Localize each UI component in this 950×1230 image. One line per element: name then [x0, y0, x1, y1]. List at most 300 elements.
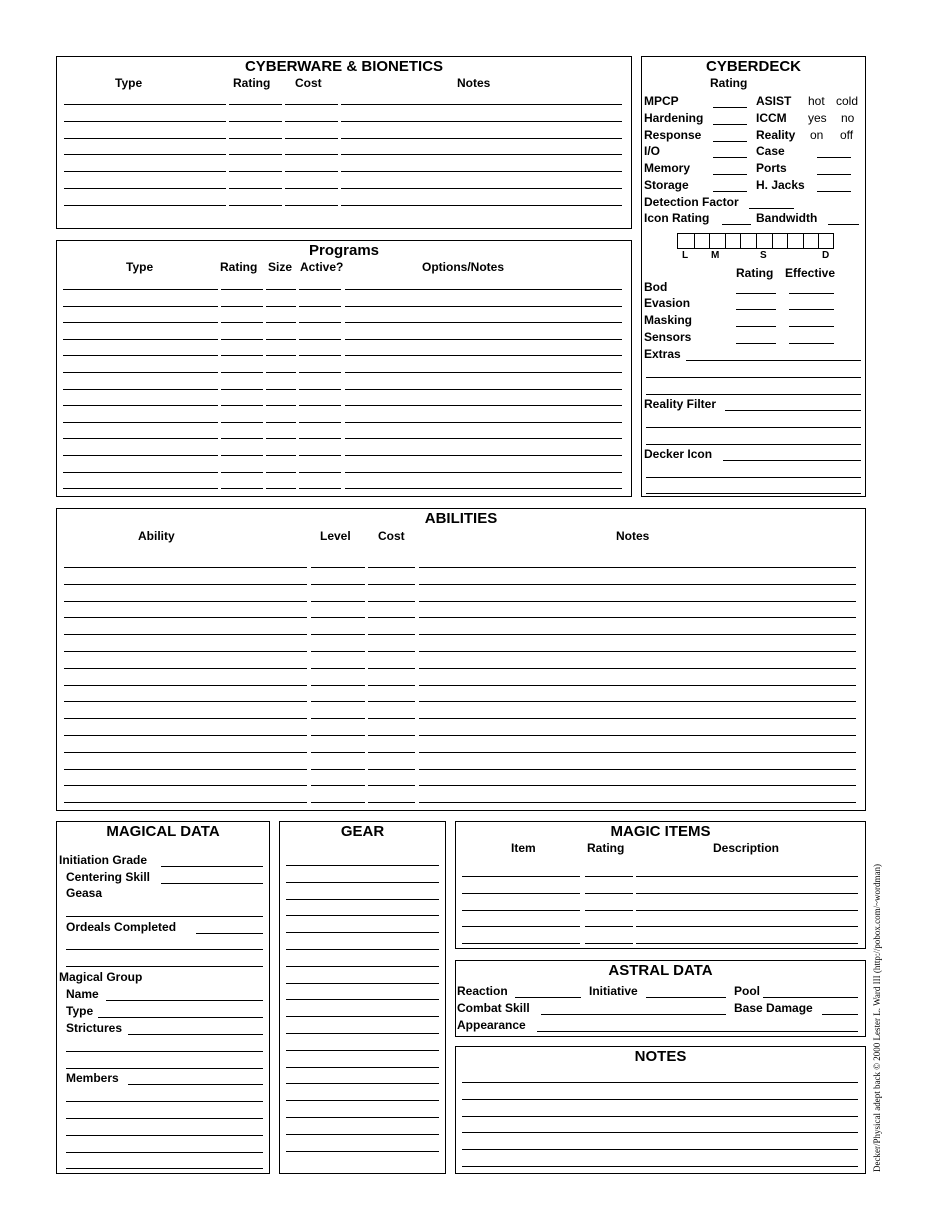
cyberware-row-line[interactable] — [229, 104, 282, 105]
program-row-line[interactable] — [345, 438, 622, 439]
astral-combat-skill-label: Combat Skill — [457, 1001, 530, 1015]
cyberware-row-line[interactable] — [285, 154, 338, 155]
gear-row-line[interactable] — [286, 932, 439, 933]
ability-row-line[interactable] — [311, 802, 365, 803]
program-row-line[interactable] — [221, 422, 263, 423]
deck-ports-field[interactable] — [817, 174, 851, 175]
programs-rating-header: Rating — [220, 260, 258, 274]
strictures-line[interactable] — [66, 1068, 263, 1069]
ability-row-line[interactable] — [419, 685, 856, 686]
deck-io-label: I/O — [644, 144, 661, 158]
program-row-line[interactable] — [221, 339, 263, 340]
program-row-line[interactable] — [266, 472, 296, 473]
deck-extras-label: Extras — [644, 347, 681, 361]
cyberware-row-line[interactable] — [64, 138, 226, 139]
ability-row-line[interactable] — [368, 752, 415, 753]
ability-row-line[interactable] — [368, 601, 415, 602]
ability-row-line[interactable] — [368, 718, 415, 719]
geasa-line[interactable] — [66, 916, 263, 917]
ability-row-line[interactable] — [64, 785, 307, 786]
program-row-line[interactable] — [299, 372, 341, 373]
magic-item-row-line[interactable] — [585, 893, 633, 894]
program-row-line[interactable] — [299, 472, 341, 473]
gear-row-line[interactable] — [286, 899, 439, 900]
program-row-line[interactable] — [63, 405, 218, 406]
cyberware-notes-header: Notes — [457, 76, 491, 90]
program-row-line[interactable] — [299, 389, 341, 390]
cyberware-row-line[interactable] — [341, 104, 622, 105]
program-row-line[interactable] — [63, 488, 218, 489]
ability-row-line[interactable] — [311, 634, 365, 635]
program-row-line[interactable] — [221, 322, 263, 323]
deck-response-field[interactable] — [713, 141, 747, 142]
ability-row-line[interactable] — [64, 718, 307, 719]
program-row-line[interactable] — [266, 372, 296, 373]
program-row-line[interactable] — [345, 488, 622, 489]
cyberware-row-line[interactable] — [64, 121, 226, 122]
gear-row-line[interactable] — [286, 1117, 439, 1118]
persona-masking-effective[interactable] — [789, 326, 834, 327]
persona-masking-rating[interactable] — [736, 326, 776, 327]
magic-item-row-line[interactable] — [636, 926, 858, 927]
strictures-line[interactable] — [66, 1051, 263, 1052]
magic-item-row-line[interactable] — [462, 910, 580, 911]
ability-row-line[interactable] — [368, 685, 415, 686]
magic-item-row-line[interactable] — [636, 943, 858, 944]
gear-row-line[interactable] — [286, 1016, 439, 1017]
deck-iccm-no-option[interactable]: no — [841, 111, 855, 125]
astral-pool-field[interactable] — [763, 997, 858, 998]
deck-reality-on-option[interactable]: on — [810, 128, 824, 142]
ability-row-line[interactable] — [64, 634, 307, 635]
notes-row-line[interactable] — [462, 1166, 858, 1167]
deck-reality-filter-field[interactable] — [725, 410, 861, 411]
ability-row-line[interactable] — [311, 668, 365, 669]
ability-row-line[interactable] — [419, 651, 856, 652]
program-row-line[interactable] — [63, 339, 218, 340]
deck-iccm-yes-option[interactable]: yes — [808, 111, 827, 125]
geasa-label: Geasa — [66, 886, 103, 900]
program-row-line[interactable] — [299, 488, 341, 489]
group-name-field[interactable] — [106, 1000, 263, 1001]
program-row-line[interactable] — [63, 322, 218, 323]
notes-section — [455, 1046, 866, 1174]
cyberware-row-line[interactable] — [64, 188, 226, 189]
strictures-label: Strictures — [66, 1021, 123, 1035]
track-label-s: S — [760, 250, 767, 261]
notes-title: NOTES — [634, 1048, 687, 1065]
ability-row-line[interactable] — [419, 601, 856, 602]
magic-items-rating-header: Rating — [587, 841, 625, 855]
persona-sensors-rating[interactable] — [736, 343, 776, 344]
program-row-line[interactable] — [266, 355, 296, 356]
centering-skill-label: Centering Skill — [66, 870, 151, 884]
ability-row-line[interactable] — [311, 601, 365, 602]
persona-sensors-effective[interactable] — [789, 343, 834, 344]
deck-decker-icon-line[interactable] — [646, 493, 861, 494]
deck-hjacks-field[interactable] — [817, 191, 851, 192]
members-line[interactable] — [66, 1168, 263, 1169]
ability-row-line[interactable] — [64, 802, 307, 803]
persona-evasion-effective[interactable] — [789, 309, 834, 310]
cyberware-row-line[interactable] — [64, 205, 226, 206]
program-row-line[interactable] — [299, 438, 341, 439]
program-row-line[interactable] — [299, 355, 341, 356]
deck-ports-label: Ports — [756, 161, 787, 175]
ability-row-line[interactable] — [419, 584, 856, 585]
astral-data-section — [455, 960, 866, 1037]
ability-row-line[interactable] — [64, 584, 307, 585]
ability-row-line[interactable] — [311, 718, 365, 719]
ability-row-line[interactable] — [368, 668, 415, 669]
program-row-line[interactable] — [221, 372, 263, 373]
ability-row-line[interactable] — [64, 685, 307, 686]
notes-row-line[interactable] — [462, 1099, 858, 1100]
cyberware-row-line[interactable] — [285, 188, 338, 189]
cyberware-row-line[interactable] — [341, 188, 622, 189]
program-row-line[interactable] — [221, 405, 263, 406]
magic-items-item-header: Item — [511, 841, 536, 855]
persona-effective-header: Effective — [785, 266, 836, 280]
ability-row-line[interactable] — [419, 785, 856, 786]
condition-box-divider — [787, 234, 788, 248]
magic-items-description-header: Description — [713, 841, 780, 855]
programs-type-header: Type — [126, 260, 154, 274]
magic-item-row-line[interactable] — [462, 943, 580, 944]
ability-row-line[interactable] — [368, 701, 415, 702]
ability-row-line[interactable] — [368, 634, 415, 635]
deck-memory-field[interactable] — [713, 174, 747, 175]
cyberware-row-line[interactable] — [229, 188, 282, 189]
deck-extras-line[interactable] — [646, 394, 861, 395]
program-row-line[interactable] — [63, 306, 218, 307]
astral-appearance-field[interactable] — [537, 1031, 858, 1032]
program-row-line[interactable] — [299, 322, 341, 323]
condition-box-divider — [709, 234, 710, 248]
gear-row-line[interactable] — [286, 882, 439, 883]
deck-asist-hot-option[interactable]: hot — [808, 94, 825, 108]
magic-item-row-line[interactable] — [462, 926, 580, 927]
program-row-line[interactable] — [63, 455, 218, 456]
deck-reality-filter-line[interactable] — [646, 427, 861, 428]
deck-case-field[interactable] — [817, 157, 851, 158]
strictures-field[interactable] — [128, 1034, 263, 1035]
magic-item-row-line[interactable] — [636, 876, 858, 877]
cyberware-row-line[interactable] — [341, 138, 622, 139]
deck-decker-icon-field[interactable] — [723, 460, 861, 461]
ability-row-line[interactable] — [64, 567, 307, 568]
abilities-ability-header: Ability — [138, 529, 175, 543]
deck-asist-cold-option[interactable]: cold — [836, 94, 859, 108]
ability-row-line[interactable] — [368, 785, 415, 786]
deck-asist-label: ASIST — [756, 94, 792, 108]
abilities-notes-header: Notes — [616, 529, 650, 543]
program-row-line[interactable] — [63, 372, 218, 373]
program-row-line[interactable] — [63, 422, 218, 423]
program-row-line[interactable] — [63, 472, 218, 473]
abilities-title: ABILITIES — [424, 510, 498, 527]
ability-row-line[interactable] — [419, 752, 856, 753]
deck-decker-icon-line[interactable] — [646, 477, 861, 478]
members-line[interactable] — [66, 1135, 263, 1136]
deck-mpcp-label: MPCP — [644, 94, 679, 108]
ability-row-line[interactable] — [64, 668, 307, 669]
cyberware-row-line[interactable] — [229, 154, 282, 155]
ability-row-line[interactable] — [419, 718, 856, 719]
members-line[interactable] — [66, 1101, 263, 1102]
cyberware-row-line[interactable] — [64, 154, 226, 155]
condition-box-divider — [694, 234, 695, 248]
track-label-d: D — [822, 250, 830, 261]
magic-items-title: MAGIC ITEMS — [610, 823, 711, 840]
deck-reality-label: Reality — [756, 128, 796, 142]
magic-item-row-line[interactable] — [636, 893, 858, 894]
program-row-line[interactable] — [345, 422, 622, 423]
program-row-line[interactable] — [63, 355, 218, 356]
magic-item-row-line[interactable] — [462, 876, 580, 877]
ability-row-line[interactable] — [311, 651, 365, 652]
ability-row-line[interactable] — [64, 735, 307, 736]
deck-storage-label: Storage — [644, 178, 689, 192]
notes-row-line[interactable] — [462, 1149, 858, 1150]
ordeals-line[interactable] — [66, 966, 263, 967]
group-type-field[interactable] — [98, 1017, 263, 1018]
program-row-line[interactable] — [266, 306, 296, 307]
condition-box-divider — [740, 234, 741, 248]
ability-row-line[interactable] — [311, 752, 365, 753]
deck-icon-rating-label: Icon Rating — [644, 211, 710, 225]
gear-row-line[interactable] — [286, 1067, 439, 1068]
magic-item-row-line[interactable] — [585, 926, 633, 927]
astral-initiative-field[interactable] — [646, 997, 726, 998]
magic-item-row-line[interactable] — [462, 893, 580, 894]
cyberware-row-line[interactable] — [285, 205, 338, 206]
deck-decker-icon-label: Decker Icon — [644, 447, 713, 461]
program-row-line[interactable] — [299, 339, 341, 340]
program-row-line[interactable] — [221, 488, 263, 489]
magic-item-row-line[interactable] — [585, 943, 633, 944]
cyberware-row-line[interactable] — [285, 121, 338, 122]
program-row-line[interactable] — [266, 339, 296, 340]
cyberware-title: CYBERWARE & BIONETICS — [244, 58, 444, 75]
program-row-line[interactable] — [345, 306, 622, 307]
deck-storage-field[interactable] — [713, 191, 747, 192]
program-row-line[interactable] — [221, 355, 263, 356]
program-row-line[interactable] — [266, 289, 296, 290]
cyberware-row-line[interactable] — [341, 171, 622, 172]
gear-row-line[interactable] — [286, 1033, 439, 1034]
cyberware-row-line[interactable] — [64, 171, 226, 172]
deck-bandwidth-field[interactable] — [828, 224, 859, 225]
notes-row-line[interactable] — [462, 1132, 858, 1133]
gear-row-line[interactable] — [286, 1100, 439, 1101]
cyberware-row-line[interactable] — [285, 104, 338, 105]
magic-items-section — [455, 821, 866, 949]
magic-item-row-line[interactable] — [585, 910, 633, 911]
deck-icon-rating-field[interactable] — [722, 224, 751, 225]
gear-row-line[interactable] — [286, 999, 439, 1000]
program-row-line[interactable] — [221, 306, 263, 307]
ability-row-line[interactable] — [64, 701, 307, 702]
ability-row-line[interactable] — [311, 735, 365, 736]
program-row-line[interactable] — [345, 405, 622, 406]
astral-combat-skill-field[interactable] — [541, 1014, 726, 1015]
ability-row-line[interactable] — [368, 769, 415, 770]
program-row-line[interactable] — [63, 389, 218, 390]
deck-extras-line[interactable] — [646, 377, 861, 378]
program-row-line[interactable] — [345, 322, 622, 323]
astral-data-title: ASTRAL DATA — [608, 962, 713, 979]
notes-row-line[interactable] — [462, 1082, 858, 1083]
program-row-line[interactable] — [221, 438, 263, 439]
ability-row-line[interactable] — [368, 802, 415, 803]
program-row-line[interactable] — [345, 355, 622, 356]
ability-row-line[interactable] — [419, 735, 856, 736]
ordeals-line[interactable] — [66, 949, 263, 950]
notes-row-line[interactable] — [462, 1116, 858, 1117]
program-row-line[interactable] — [266, 488, 296, 489]
ability-row-line[interactable] — [368, 567, 415, 568]
gear-row-line[interactable] — [286, 1151, 439, 1152]
gear-row-line[interactable] — [286, 966, 439, 967]
ability-row-line[interactable] — [419, 769, 856, 770]
members-line[interactable] — [66, 1152, 263, 1153]
gear-row-line[interactable] — [286, 1134, 439, 1135]
cyberware-row-line[interactable] — [341, 154, 622, 155]
program-row-line[interactable] — [299, 306, 341, 307]
persona-masking-label: Masking — [644, 313, 693, 327]
program-row-line[interactable] — [266, 322, 296, 323]
members-line[interactable] — [66, 1118, 263, 1119]
astral-base-damage-field[interactable] — [822, 1014, 858, 1015]
cyberware-row-line[interactable] — [229, 171, 282, 172]
persona-sensors-label: Sensors — [644, 330, 692, 344]
program-row-line[interactable] — [221, 289, 263, 290]
program-row-line[interactable] — [345, 372, 622, 373]
program-row-line[interactable] — [266, 389, 296, 390]
programs-title: Programs — [308, 242, 380, 259]
initiation-grade-field[interactable] — [161, 866, 263, 867]
cyberware-row-line[interactable] — [64, 104, 226, 105]
persona-evasion-rating[interactable] — [736, 309, 776, 310]
deck-hardening-field[interactable] — [713, 124, 747, 125]
program-row-line[interactable] — [266, 422, 296, 423]
cyberware-type-header: Type — [115, 76, 143, 90]
program-row-line[interactable] — [299, 422, 341, 423]
ability-row-line[interactable] — [311, 701, 365, 702]
condition-track[interactable] — [677, 233, 834, 249]
gear-row-line[interactable] — [286, 983, 439, 984]
ability-row-line[interactable] — [368, 617, 415, 618]
program-row-line[interactable] — [63, 438, 218, 439]
cyberware-row-line[interactable] — [229, 138, 282, 139]
program-row-line[interactable] — [221, 389, 263, 390]
gear-row-line[interactable] — [286, 1050, 439, 1051]
ability-row-line[interactable] — [64, 617, 307, 618]
program-row-line[interactable] — [345, 455, 622, 456]
ability-row-line[interactable] — [311, 769, 365, 770]
program-row-line[interactable] — [266, 438, 296, 439]
deck-detection-field[interactable] — [749, 208, 794, 209]
ability-row-line[interactable] — [368, 651, 415, 652]
ability-row-line[interactable] — [311, 685, 365, 686]
group-name-label: Name — [66, 987, 99, 1001]
magic-item-row-line[interactable] — [585, 876, 633, 877]
program-row-line[interactable] — [345, 289, 622, 290]
astral-pool-label: Pool — [734, 984, 760, 998]
track-label-l: L — [682, 250, 689, 261]
ability-row-line[interactable] — [419, 634, 856, 635]
persona-bod-label: Bod — [644, 280, 668, 294]
deck-hardening-label: Hardening — [644, 111, 704, 125]
ability-row-line[interactable] — [368, 584, 415, 585]
program-row-line[interactable] — [345, 339, 622, 340]
ability-row-line[interactable] — [368, 735, 415, 736]
program-row-line[interactable] — [266, 455, 296, 456]
ability-row-line[interactable] — [311, 785, 365, 786]
ability-row-line[interactable] — [419, 802, 856, 803]
ability-row-line[interactable] — [419, 701, 856, 702]
program-row-line[interactable] — [299, 455, 341, 456]
ability-row-line[interactable] — [64, 651, 307, 652]
gear-row-line[interactable] — [286, 915, 439, 916]
program-row-line[interactable] — [63, 289, 218, 290]
ability-row-line[interactable] — [64, 601, 307, 602]
cyberware-row-line[interactable] — [229, 205, 282, 206]
deck-iccm-label: ICCM — [756, 111, 787, 125]
cyberware-row-line[interactable] — [229, 121, 282, 122]
condition-box-divider — [772, 234, 773, 248]
centering-skill-field[interactable] — [161, 883, 263, 884]
deck-extras-field[interactable] — [686, 360, 861, 361]
cyberware-row-line[interactable] — [341, 121, 622, 122]
gear-row-line[interactable] — [286, 865, 439, 866]
members-field[interactable] — [128, 1084, 263, 1085]
cyberware-row-line[interactable] — [285, 171, 338, 172]
program-row-line[interactable] — [299, 405, 341, 406]
ability-row-line[interactable] — [64, 752, 307, 753]
persona-evasion-label: Evasion — [644, 296, 691, 310]
program-row-line[interactable] — [221, 455, 263, 456]
persona-bod-rating[interactable] — [736, 293, 776, 294]
deck-io-field[interactable] — [713, 157, 747, 158]
gear-row-line[interactable] — [286, 949, 439, 950]
ability-row-line[interactable] — [419, 668, 856, 669]
program-row-line[interactable] — [221, 472, 263, 473]
gear-row-line[interactable] — [286, 1083, 439, 1084]
deck-reality-off-option[interactable]: off — [840, 128, 854, 142]
program-row-line[interactable] — [266, 405, 296, 406]
cyberware-row-line[interactable] — [285, 138, 338, 139]
abilities-section — [56, 508, 866, 811]
ability-row-line[interactable] — [311, 567, 365, 568]
deck-mpcp-field[interactable] — [713, 107, 747, 108]
ordeals-field[interactable] — [196, 933, 263, 934]
astral-reaction-field[interactable] — [515, 997, 581, 998]
ability-row-line[interactable] — [419, 567, 856, 568]
ability-row-line[interactable] — [419, 617, 856, 618]
program-row-line[interactable] — [299, 289, 341, 290]
deck-reality-filter-line[interactable] — [646, 444, 861, 445]
ability-row-line[interactable] — [311, 584, 365, 585]
program-row-line[interactable] — [345, 389, 622, 390]
persona-bod-effective[interactable] — [789, 293, 834, 294]
magic-item-row-line[interactable] — [636, 910, 858, 911]
cyberware-row-line[interactable] — [341, 205, 622, 206]
program-row-line[interactable] — [345, 472, 622, 473]
ability-row-line[interactable] — [64, 769, 307, 770]
ability-row-line[interactable] — [311, 617, 365, 618]
